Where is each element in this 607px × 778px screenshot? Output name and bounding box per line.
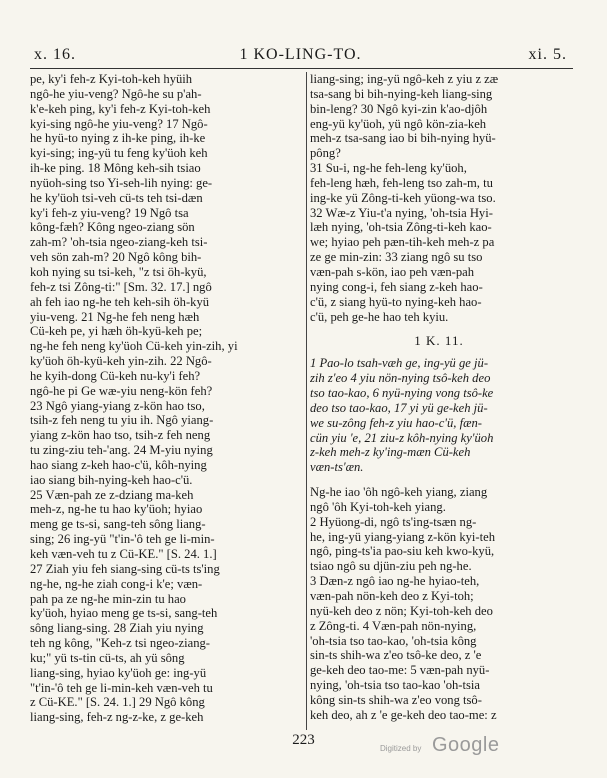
text-line: 25 Væn-pah ze z-dziang ma-keh bbox=[30, 487, 194, 502]
right-column bbox=[310, 72, 568, 723]
text-line: ing-ke yü Zông-ti-keh yüong-wa tso. bbox=[310, 190, 496, 205]
text-line: sing; 26 ing-yü "t'in-'ô teh ge li-min- bbox=[30, 532, 215, 547]
text-line: ky'üoh, hyiao meng ge ts-si, sang-teh bbox=[30, 606, 218, 621]
text-line: zah-m? 'oh-tsia ngeo-ziang-keh tsi- bbox=[30, 235, 208, 250]
text-line: feh-leng hæh, feh-leng tso zah-m, tu bbox=[310, 175, 493, 190]
text-line: iao siang bih-nying-keh hao-c'ü. bbox=[30, 472, 193, 487]
text-line: he, ing-yü yiang-yiang z-kön kyi-teh bbox=[310, 529, 496, 544]
chapter-heading: 1 K. 11. bbox=[414, 333, 464, 349]
text-line: kyi-sing ngô-he yiu-veng? 17 Ngô- bbox=[30, 116, 208, 131]
text-line: nying, 'oh-tsia tso tao-kao 'oh-tsia bbox=[310, 678, 480, 693]
text-line: 27 Ziah yiu feh siang-sing cü-ts ts'ing bbox=[30, 561, 220, 576]
summary-line: cün yiu 'e, 21 ziu-z kôh-nying ky'üoh bbox=[310, 430, 494, 445]
text-line: ngô-he yiu-veng? Ngô-he su p'ah- bbox=[30, 86, 202, 101]
running-header bbox=[34, 46, 567, 68]
text-line: nyüoh-sing tso Yi-seh-lih nying: ge- bbox=[30, 175, 213, 190]
summary-line: z-keh meh-z ky'ing-mæn Cü-keh bbox=[310, 445, 471, 460]
text-line: liang-sing, feh-z ng-z-ke, z ge-keh bbox=[30, 710, 204, 725]
text-line: yiang z-kön hao tso, tsih-z feh neng bbox=[30, 428, 211, 443]
text-line: meng ge ts-si, sang-teh sông liang- bbox=[30, 517, 206, 532]
text-line: Ng-he iao 'ôh ngô-keh yiang, ziang bbox=[310, 485, 488, 500]
text-line: ku;" yü ts-tin cü-ts, ah yü sông bbox=[30, 650, 185, 665]
text-line: veh sön zah-m? 20 Ngô kông bih- bbox=[30, 250, 202, 265]
text-line: teh ng kông, "Keh-z tsi ngeo-ziang- bbox=[30, 636, 211, 651]
text-line: 31 Su-i, ng-he feh-leng ky'üoh, bbox=[310, 161, 467, 176]
text-line: c'ü, peh ge-he hao teh kyiu. bbox=[310, 309, 449, 324]
watermark-google-logo: Google bbox=[432, 734, 500, 756]
page-number: 223 bbox=[292, 732, 315, 748]
text-line: ge-keh deo tao-me: 5 væn-pah nyü- bbox=[310, 663, 490, 678]
text-line: væn-pah nön-keh deo z Kyi-toh; bbox=[310, 589, 474, 603]
text-line: ky'i feh-z yiu-veng? 19 Ngô tsa bbox=[30, 205, 189, 220]
text-line: "t'in-'ô teh ge li-min-keh væn-veh tu bbox=[30, 680, 213, 695]
text-line: liang-sing; ing-yü ngô-keh z yiu z zæ bbox=[310, 72, 499, 86]
text-line: ng-he feh neng ky'üoh Cü-keh yin-zih, yi bbox=[30, 339, 238, 354]
text-line: ky'üoh öh-kyü-keh yin-zih. 22 Ngô- bbox=[30, 354, 212, 369]
text-line: væn-pah s-kön, iao peh væn-pah bbox=[310, 264, 475, 279]
summary-line: tso tao-kao, 6 nyü-nying vong tsô-ke bbox=[310, 386, 494, 401]
text-line: nyü-keh deo z nön; Kyi-toh-keh deo bbox=[310, 603, 493, 618]
text-line: kông sin-ts shih-wa z'eo vong tsô- bbox=[310, 692, 482, 707]
text-line: Cü-keh pe, yi hæh öh-kyü-keh pe; bbox=[30, 324, 203, 339]
text-line: koh nying su tsi-keh, "z tsi öh-kyü, bbox=[30, 264, 207, 279]
summary-gap bbox=[310, 475, 568, 485]
text-line: he hyü-to nying z ih-ke ping, ih-ke bbox=[30, 131, 206, 146]
google-watermark bbox=[380, 734, 520, 760]
chapter-summary bbox=[310, 356, 568, 475]
text-line: ngô 'ôh Kyi-toh-keh yiang. bbox=[310, 499, 446, 514]
text-line: we; hyiao peh pæn-tih-keh meh-z pa bbox=[310, 235, 495, 250]
text-line: ah feh iao ng-he teh keh-sih öh-kyü bbox=[30, 294, 210, 309]
text-line: tsih-z feh neng tu yiu ih. Ngô yiang- bbox=[30, 413, 214, 428]
text-line: pe, ky'i feh-z Kyi-toh-keh hyüih bbox=[30, 72, 193, 86]
text-line: ng-he, ng-he ziah cong-i k'e; væn- bbox=[30, 576, 203, 591]
header-chapter-left: x. 16. bbox=[34, 46, 76, 63]
text-line: z Cü-KE." [S. 24. 1.] 29 Ngô kông bbox=[30, 695, 205, 710]
text-line: ngô-he pi Ge wæ-yiu neng-kön feh? bbox=[30, 383, 213, 398]
summary-line: deo tso tao-kao, 17 yi yü ge-keh jü- bbox=[310, 400, 488, 415]
text-line: c'ü, z siang hyü-to nying-keh hao- bbox=[310, 294, 482, 309]
text-line: tsiao ngô su djün-ziu peh ng-he. bbox=[310, 559, 472, 574]
text-line: ih-ke ping. 18 Mông keh-sih tsiao bbox=[30, 161, 201, 176]
text-line: liang-sing, hyiao ky'üoh ge: ing-yü bbox=[30, 665, 207, 680]
text-line: pông? bbox=[310, 146, 341, 161]
text-line: he kyih-dong Cü-keh nu-ky'i feh? bbox=[30, 368, 201, 383]
text-line: ze ge min-zin: 33 ziang ngô su tso bbox=[310, 250, 483, 265]
text-line: læh nying, 'oh-tsia Zông-ti-keh kao- bbox=[310, 220, 492, 235]
text-line: kông-fæh? Kông ngeo-ziang sön bbox=[30, 220, 195, 235]
text-line: z Zông-ti. 4 Væn-pah nön-nying, bbox=[310, 618, 477, 633]
header-chapter-right: xi. 5. bbox=[528, 46, 567, 63]
text-line: he ky'üoh tsi-veh cü-ts teh tsi-dæn bbox=[30, 190, 203, 205]
text-line: sông liang-sing. 28 Ziah yiu nying bbox=[30, 621, 204, 636]
summary-line: væn-ts'æn. bbox=[310, 460, 364, 475]
left-column bbox=[30, 72, 302, 725]
text-line: 23 Ngô yiang-yiang z-kön hao tso, bbox=[30, 398, 205, 413]
text-line: 2 Hyüong-di, ngô ts'ing-tsæn ng- bbox=[310, 514, 477, 529]
text-line: tsa-sang bi bih-nying-keh liang-sing bbox=[310, 86, 493, 101]
text-line: nying cong-i, feh siang z-keh hao- bbox=[310, 279, 483, 294]
summary-line: 1 Pao-lo tsah-væh ge, ing-yü ge jü- bbox=[310, 356, 489, 371]
text-line: 'oh-tsia tso tao-kao, 'oh-tsia kông bbox=[310, 633, 477, 648]
header-rule bbox=[30, 68, 573, 69]
text-line: keh væn-veh tu z Cü-KE." [S. 24. 1.] bbox=[30, 547, 217, 561]
text-line: feh-z tsi Zông-ti:" [Sm. 32. 17.] ngô bbox=[30, 279, 212, 294]
text-line: yiu-veng. 21 Ng-he feh neng hæh bbox=[30, 309, 200, 324]
text-line: keh deo, ah z 'e ge-keh deo tao-me: z bbox=[310, 707, 497, 722]
right-column-bottom-text bbox=[310, 485, 568, 723]
text-line: 3 Dæn-z ngô iao ng-he hyiao-teh, bbox=[310, 574, 480, 589]
text-line: sin-ts shih-wa z'eo tsô-ke deo, z 'e bbox=[310, 648, 482, 663]
right-column-top-text bbox=[310, 72, 568, 324]
text-line: tu zing-ziu teh-'ang. 24 M-yiu nying bbox=[30, 443, 213, 458]
text-line: kyi-sing; ing-yü tu feng ky'üoh keh bbox=[30, 146, 208, 161]
column-divider bbox=[306, 72, 307, 730]
text-line: 32 Wæ-z Yiu-t'a nying, 'oh-tsia Hyi- bbox=[310, 205, 493, 220]
text-line: k'e-keh ping, ky'i feh-z Kyi-toh-keh bbox=[30, 101, 211, 116]
text-line: hao siang z-keh hao-c'ü, kôh-nying bbox=[30, 457, 207, 472]
header-book-title: 1 KO-LING-TO. bbox=[239, 46, 362, 63]
text-line: eng-yü ky'üoh, yü ngô kön-zia-keh bbox=[310, 116, 487, 131]
summary-line: we su-zông feh-z yiu hao-c'ü, fæn- bbox=[310, 415, 482, 430]
text-line: pah pa ze ng-he min-zin tu hao bbox=[30, 591, 186, 606]
text-line: ngô, ping-ts'ia pao-siu keh kwo-kyü, bbox=[310, 544, 495, 559]
summary-line: zih z'eo 4 yiu nön-nying tsô-keh deo bbox=[310, 371, 491, 386]
watermark-digitized-by: Digitized by bbox=[380, 744, 422, 753]
text-line: meh-z tsa-sang iao bi bih-nying hyü- bbox=[310, 131, 496, 146]
text-line: meh-z, ng-he tu hao ky'üoh; hyiao bbox=[30, 502, 203, 517]
text-line: bin-leng? 30 Ngô kyi-zin k'ao-djôh bbox=[310, 101, 488, 116]
